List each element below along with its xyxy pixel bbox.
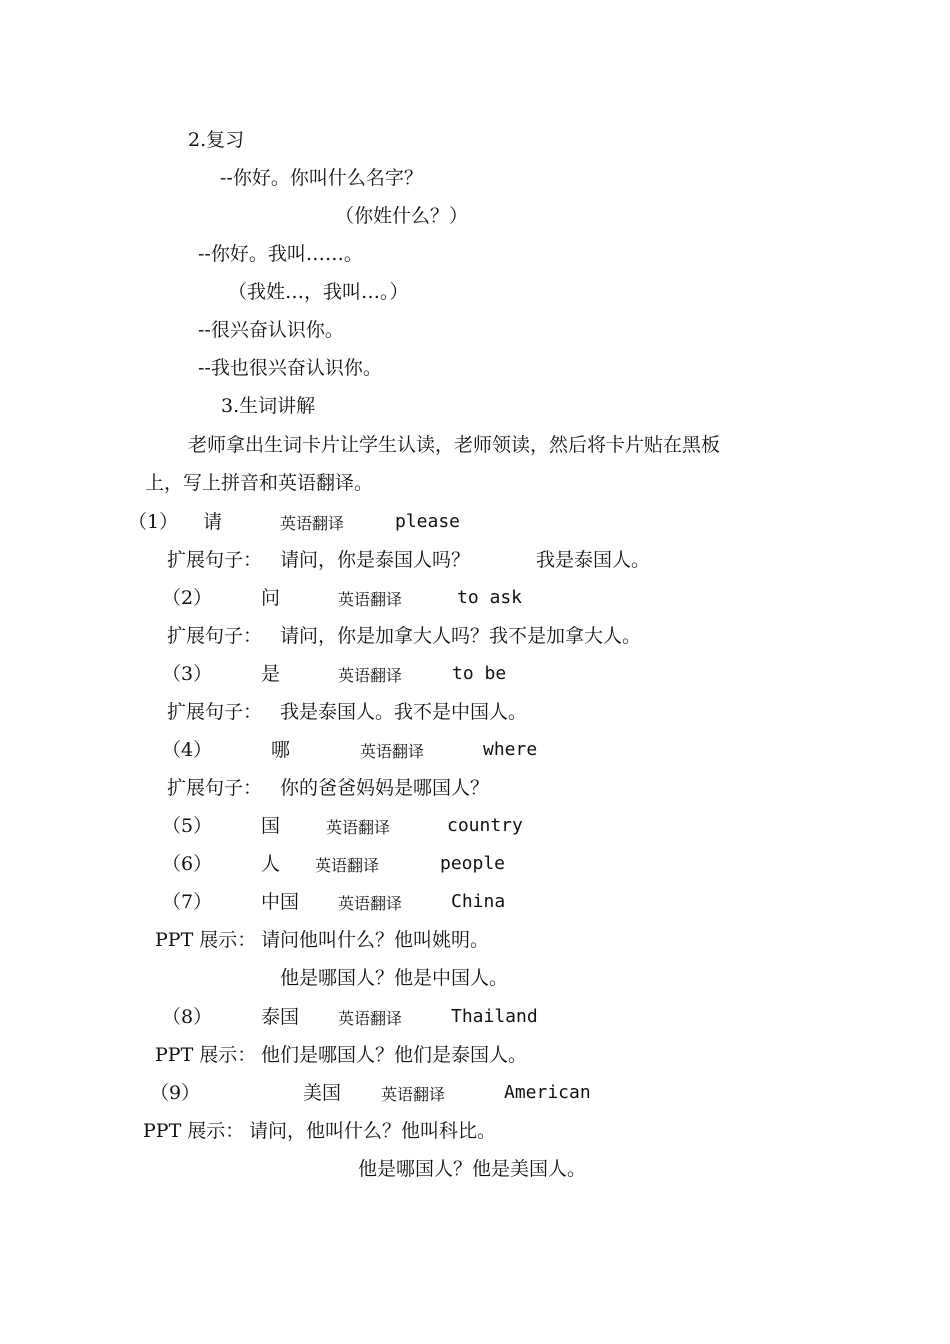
dialogue-line: --你好。我叫……。 [198, 243, 363, 265]
example-sentence: 他是哪国人？他是美国人。 [358, 1158, 587, 1180]
vocab-english: where [483, 739, 538, 760]
translation-label: 英语翻译 [280, 514, 345, 533]
section-heading-vocab: 3.生词讲解 [221, 395, 316, 417]
ext-prefix: 扩展句子： [167, 549, 263, 571]
vocab-word: 哪 [271, 739, 291, 761]
vocab-number: （7） [162, 891, 213, 913]
translation-label: 英语翻译 [338, 590, 403, 609]
vocab-word: 中国 [261, 891, 300, 913]
vocab-word: 国 [261, 815, 281, 837]
dialogue-line: （我姓…，我叫…。） [228, 281, 409, 303]
translation-label: 英语翻译 [326, 818, 391, 837]
ppt-prefix: PPT 展示： [143, 1120, 245, 1142]
vocab-word: 美国 [303, 1082, 342, 1104]
vocab-word: 问 [261, 587, 281, 609]
ppt-prefix: PPT 展示： [155, 929, 257, 951]
vocab-english: to ask [457, 587, 523, 608]
dialogue-line: --我也很兴奋认识你。 [198, 357, 382, 379]
vocab-english: American [504, 1082, 591, 1103]
translation-label: 英语翻译 [338, 1009, 403, 1028]
example-sentence: 请问他叫什么？他叫姚明。 [261, 929, 490, 951]
translation-label: 英语翻译 [381, 1085, 446, 1104]
vocab-english: Thailand [451, 1006, 538, 1027]
example-sentence: 请问，他叫什么？他叫科比。 [249, 1120, 497, 1142]
ppt-prefix: PPT 展示： [155, 1044, 257, 1066]
vocab-word: 请 [203, 511, 223, 533]
paragraph-line: 老师拿出生词卡片让学生认读，老师领读，然后将卡片贴在黑板 [188, 434, 721, 456]
example-sentence: 我是泰国人。我不是中国人。 [280, 701, 528, 723]
vocab-english: please [395, 511, 461, 532]
translation-label: 英语翻译 [338, 666, 403, 685]
ext-prefix: 扩展句子： [167, 701, 263, 723]
vocab-number: （5） [162, 815, 213, 837]
vocab-number: （6） [162, 853, 213, 875]
example-sentence: 他是哪国人？他是中国人。 [280, 967, 509, 989]
translation-label: 英语翻译 [360, 742, 425, 761]
vocab-number: （3） [162, 663, 213, 685]
translation-label: 英语翻译 [315, 856, 380, 875]
vocab-word: 是 [261, 663, 281, 685]
ext-prefix: 扩展句子： [167, 625, 263, 647]
vocab-english: people [440, 853, 506, 874]
dialogue-line: --很兴奋认识你。 [198, 319, 344, 341]
section-heading-review: 2.复习 [188, 129, 245, 151]
example-sentence: 请问，你是泰国人吗？ [280, 549, 471, 571]
example-sentence: 你的爸爸妈妈是哪国人？ [280, 777, 490, 799]
ext-prefix: 扩展句子： [167, 777, 263, 799]
translation-label: 英语翻译 [338, 894, 403, 913]
vocab-word: 泰国 [261, 1006, 300, 1028]
dialogue-line: --你好。你叫什么名字？ [220, 167, 423, 189]
vocab-english: China [451, 891, 506, 912]
vocab-number: （1） [128, 511, 179, 533]
vocab-number: （2） [162, 587, 213, 609]
example-sentence: 请问，你是加拿大人吗？我不是加拿大人。 [280, 625, 642, 647]
vocab-english: to be [452, 663, 507, 684]
example-sentence: 他们是哪国人？他们是泰国人。 [261, 1044, 528, 1066]
vocab-english: country [447, 815, 523, 836]
example-sentence: 我是泰国人。 [536, 549, 651, 571]
paragraph-line: 上，写上拼音和英语翻译。 [145, 472, 374, 494]
vocab-word: 人 [261, 853, 281, 875]
vocab-number: （9） [150, 1082, 201, 1104]
dialogue-line: （你姓什么？） [335, 205, 469, 227]
vocab-number: （4） [162, 739, 213, 761]
vocab-number: （8） [162, 1006, 213, 1028]
